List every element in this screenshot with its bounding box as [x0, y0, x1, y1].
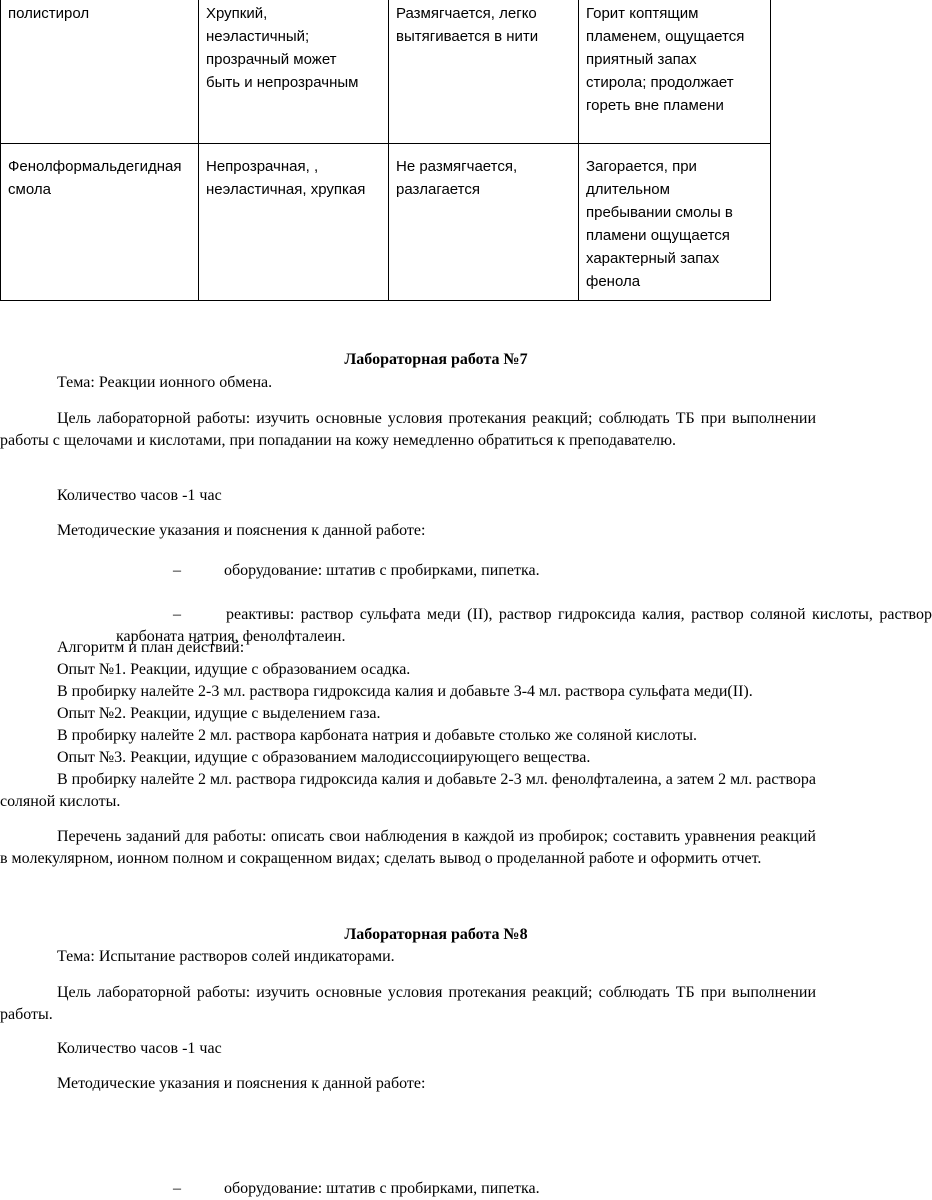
lab7-equipment: оборудование: штатив с пробирками, пипетка.	[224, 562, 540, 579]
table-cell-material: Фенолформальдегидная смола	[1, 144, 199, 301]
lab8-goal: Цель лабораторной работы: изучить основные условия протекания реакций; соблюдать ТБ при выполнении работы.	[0, 984, 816, 1023]
lab8-topic: Тема: Испытание растворов солей индикаторами.	[57, 948, 395, 965]
dash-marker: –	[173, 562, 181, 579]
lab7-exp1-text: В пробирку налейте 2-3 мл. раствора гидроксида калия и добавьте 3-4 мл. раствора сульфата меди(II).	[57, 683, 753, 700]
table-cell-burning: Горит коптящим пламенем, ощущается приятный запах стирола; продолжает гореть вне пламени	[579, 0, 771, 144]
table-cell-appearance: Непрозрачная, , неэластичная, хрупкая	[199, 144, 389, 301]
lab7-hours: Количество часов -1 час	[57, 487, 222, 504]
table-row	[1, 144, 771, 301]
dash-marker: –	[173, 606, 181, 623]
table-cell-heating: Размягчается, легко вытягивается в нити	[389, 0, 579, 144]
lab7-reagents: реактивы: раствор сульфата меди (II), раствор гидроксида калия, раствор соляной кислоты, раствор карбоната натрия, фенолфталеин.	[116, 606, 932, 645]
lab8-equipment: оборудование: штатив с пробирками, пипетка.	[224, 1180, 540, 1197]
table-row	[1, 0, 771, 144]
dash-marker: –	[173, 1180, 181, 1197]
table-cell-material: полистирол	[1, 0, 199, 144]
table-cell-appearance: Хрупкий, неэластичный; прозрачный может быть и непрозрачным	[199, 0, 389, 144]
lab7-exp2-text: В пробирку налейте 2 мл. раствора карбоната натрия и добавьте столько же соляной кислоты.	[57, 727, 698, 744]
properties-table	[0, 0, 771, 301]
lab8-hours: Количество часов -1 час	[57, 1040, 222, 1057]
table-cell-heating: Не размягчается, разлагается	[389, 144, 579, 301]
lab7-guidelines: Методические указания и пояснения к данной работе:	[57, 522, 426, 539]
lab7-tasks: Перечень заданий для работы: описать свои наблюдения в каждой из пробирок; составить уравнения реакций в молекулярном, ионном полном и сокращенном видах; сделать вывод о проделанной работе и оформить отчет.	[0, 828, 816, 867]
lab7-topic: Тема: Реакции ионного обмена.	[57, 374, 273, 391]
lab8-guidelines: Методические указания и пояснения к данной работе:	[57, 1075, 426, 1092]
lab7-title: Лабораторная работа №7	[344, 351, 528, 368]
table-cell-burning: Загорается, при длительном пребывании смолы в пламени ощущается характерный запах фенола	[579, 144, 771, 301]
lab8-equipment-item	[0, 1178, 932, 1200]
lab7-algorithm: Алгоритм и план действий:	[57, 639, 245, 656]
lab7-exp3-text: В пробирку налейте 2 мл. раствора гидроксида калия и добавьте 2-3 мл. фенолфталеина, а затем 2 мл. раствора соляной кислоты.	[0, 771, 816, 810]
lab8-title: Лабораторная работа №8	[344, 926, 528, 943]
lab7-exp3-title: Опыт №3. Реакции, идущие с образованием малодиссоциирующего вещества.	[57, 749, 591, 766]
lab7-goal: Цель лабораторной работы: изучить основные условия протекания реакций; соблюдать ТБ при выполнении работы с щелочами и кислотами, при попадании на кожу немедленно обратиться к преподавателю.	[0, 410, 816, 449]
lab7-exp2-title: Опыт №2. Реакции, идущие с выделением газа.	[57, 705, 381, 722]
lab7-exp1-title: Опыт №1. Реакции, идущие с образованием осадка.	[57, 661, 411, 678]
lab7-equipment-item	[0, 560, 932, 582]
